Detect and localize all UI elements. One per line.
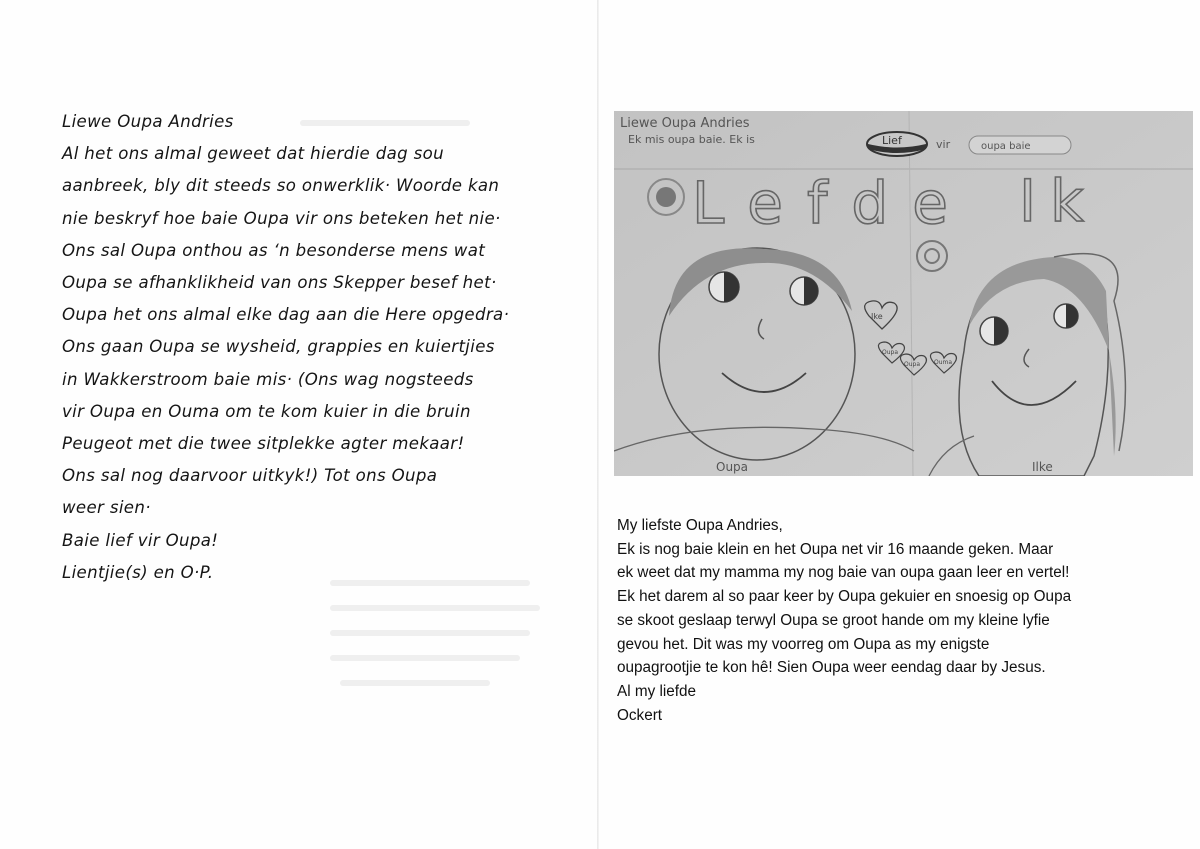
- letter-line: oupagrootjie te kon hê! Sien Oupa weer eendag daar by Jesus.: [617, 659, 1046, 677]
- lief-bubble-text: Lief: [882, 134, 902, 147]
- letter-line: ek weet dat my mamma my nog baie van oupa gaan leer en vertel!: [617, 564, 1070, 582]
- letter-line: Al het ons almal geweet dat hierdie dag sou: [62, 144, 444, 164]
- heart-label: Oupa: [882, 349, 899, 356]
- letter-line: Ons sal nog daarvoor uitkyk!) Tot ons Oupa: [62, 466, 438, 486]
- letter-line: aanbreek, bly dit steeds so onwerklik· Woorde kan: [62, 176, 500, 196]
- letter-line: Baie lief vir Oupa!: [62, 530, 219, 550]
- letter-line: weer sien·: [62, 498, 151, 518]
- drawing-svg: [614, 111, 1193, 476]
- child-drawing: [614, 111, 1193, 476]
- letter-line: se skoot geslaap terwyl Oupa se groot hande om my kleine lyfie: [617, 611, 1050, 629]
- letter-line: Ons gaan Oupa se wysheid, grappies en kuiertjies: [62, 337, 495, 357]
- drawing-header-line1: Liewe Oupa Andries: [620, 116, 750, 131]
- drawing-name-left: Oupa: [716, 460, 749, 474]
- letter-line: Ockert: [617, 706, 663, 724]
- bleed-through-mark: [330, 655, 520, 661]
- letter-line: Lientjie(s) en O·P.: [62, 562, 214, 582]
- drawing-header-line2: Ek mis oupa baie. Ek is: [628, 133, 755, 146]
- drawing-name-right: Ilke: [1032, 460, 1053, 474]
- letter-line: My liefste Oupa Andries,: [617, 517, 783, 534]
- letter-line: in Wakkerstroom baie mis· (Ons wag nogsteeds: [62, 369, 474, 389]
- left-page: [0, 0, 597, 849]
- letter-line: Peugeot met die twee sitplekke agter mekaar!: [62, 434, 465, 454]
- right-page: [599, 0, 1200, 849]
- bleed-through-mark: [330, 630, 530, 636]
- letter-line: Ons sal Oupa onthou as ‘n besonderse mens wat: [62, 240, 486, 260]
- bleed-through-mark: [340, 680, 490, 686]
- letter-line: Ek is nog baie klein en het Oupa net vir 16 maande geken. Maar: [617, 540, 1054, 558]
- heart-label: Ouma: [934, 359, 953, 366]
- typed-letter: [617, 514, 1187, 727]
- letter-line: nie beskryf hoe baie Oupa vir ons beteken het nie·: [62, 208, 501, 228]
- letter-line: Ek het darem al so paar keer by Oupa gekuier en snoesig op Oupa: [617, 588, 1072, 606]
- heart-label: Oupa: [904, 361, 921, 368]
- drawing-big-text-left: Lefde: [692, 169, 972, 237]
- bleed-through-mark: [330, 605, 540, 611]
- letter-line: vir Oupa en Ouma om te kom kuier in die bruin: [62, 401, 471, 421]
- letter-line: gevou het. Dit was my voorreg om Oupa as my enigste: [617, 635, 990, 653]
- spiral-left-center: [656, 187, 676, 207]
- drawing-big-text-right: Ik: [1019, 167, 1098, 235]
- heart-label: Ike: [871, 312, 883, 321]
- drawing-word-vir: vir: [936, 138, 951, 151]
- letter-line: Al my liefde: [617, 682, 697, 700]
- letter-line: Oupa se afhanklikheid van ons Skepper besef het·: [62, 273, 497, 293]
- handwritten-letter: [62, 106, 562, 589]
- letter-line: Oupa het ons almal elke dag aan die Here opgedra·: [62, 305, 510, 325]
- oupa-baie-text: oupa baie: [981, 141, 1031, 152]
- letter-line: Liewe Oupa Andries: [62, 112, 234, 131]
